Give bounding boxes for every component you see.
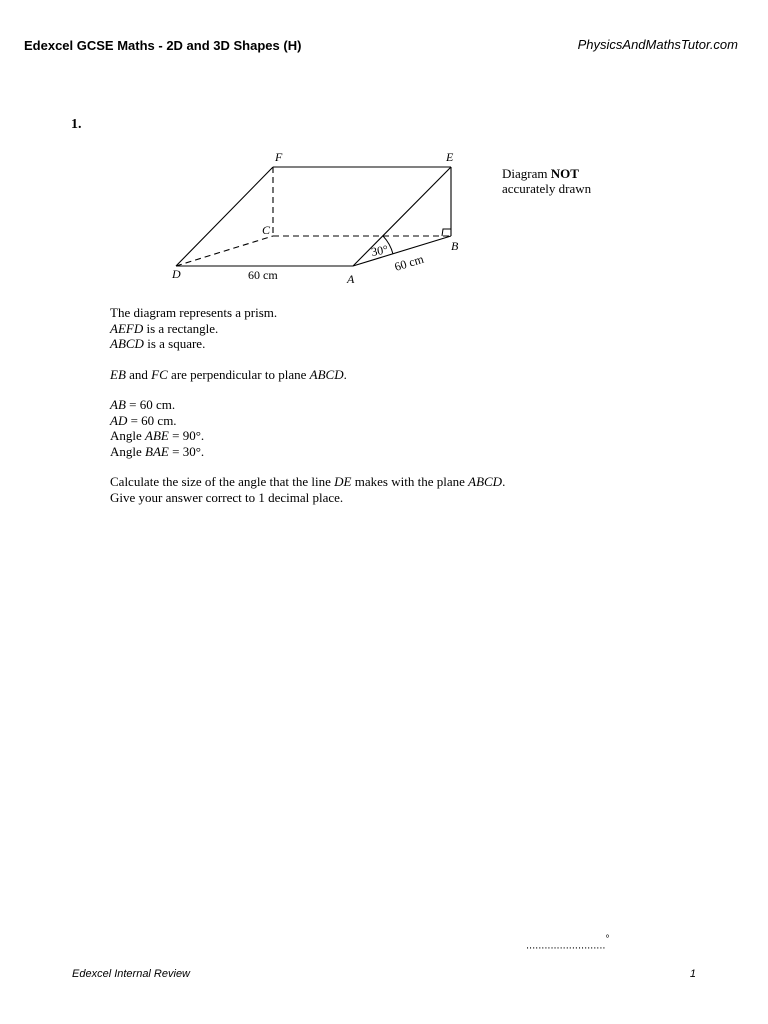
text-line [110, 428, 670, 444]
document-title: Edexcel GCSE Maths - 2D and 3D Shapes (H) [24, 38, 302, 53]
text-run: . [343, 366, 347, 382]
question-number: 1. [71, 117, 82, 132]
page-number: 1 [689, 968, 696, 980]
text-line: The diagram represents a prism. [110, 305, 278, 320]
paragraph-shapes [110, 305, 670, 352]
right-angle-marker [442, 229, 451, 236]
answer-dots: .......................... [526, 939, 606, 952]
math-term: AB [110, 397, 126, 412]
length-da: 60 cm [248, 268, 278, 282]
paragraph-given [110, 397, 670, 459]
question-text [110, 305, 670, 520]
math-term: EB [110, 366, 126, 382]
text-run: Angle [110, 443, 146, 459]
text-line [110, 413, 670, 429]
note-emphasis: NOT [550, 166, 579, 181]
math-term: BAE [145, 443, 169, 459]
math-term: ABCD [468, 474, 503, 489]
text-line [110, 474, 670, 490]
math-term: FC [151, 366, 168, 382]
label-b: B [451, 239, 459, 253]
note-text: Diagram [502, 166, 551, 181]
note-text-2: accurately drawn [502, 181, 592, 196]
text-run: Angle [110, 428, 146, 443]
label-d: D [172, 267, 181, 281]
angle-label: 30° [370, 242, 390, 259]
text-line [110, 336, 670, 352]
math-term: ABE [145, 428, 169, 443]
prism-diagram [0, 140, 768, 290]
math-term: AEFD [110, 320, 144, 336]
text-line: Give your answer correct to 1 decimal place. [110, 489, 344, 505]
answer-line [526, 936, 609, 952]
length-ab: 60 cm [392, 251, 426, 274]
text-run: and [125, 366, 152, 382]
text-line [110, 397, 670, 413]
text-line [110, 321, 670, 337]
paragraph-task [110, 474, 670, 505]
text-run: are perpendicular to plane [167, 366, 310, 382]
text-line [110, 444, 670, 460]
math-term: ABCD [309, 366, 344, 382]
label-f: F [275, 150, 283, 164]
paragraph-perpendicular [110, 367, 670, 383]
text-run: = 60 cm. [127, 412, 177, 428]
text-run: = 30°. [168, 443, 205, 459]
text-line [110, 367, 670, 383]
math-term: AD [110, 412, 128, 428]
text-run: is a rectangle. [143, 320, 219, 336]
label-a: A [347, 272, 355, 286]
text-run: . [502, 474, 506, 489]
label-c: C [262, 223, 271, 237]
text-run: = 90°. [168, 428, 205, 443]
text-run: makes with the plane [351, 474, 469, 489]
footer-source: Edexcel Internal Review [72, 968, 191, 980]
text-run: Calculate the size of the angle that the line [110, 474, 335, 489]
degree-symbol: ° [605, 934, 610, 945]
text-run: is a square. [143, 336, 206, 351]
math-term: DE [334, 474, 352, 489]
label-e: E [446, 150, 454, 164]
source-site: PhysicsAndMathsTutor.com [577, 37, 738, 52]
diagram-note [502, 166, 591, 196]
math-term: ABCD [110, 336, 144, 351]
text-run: = 60 cm. [125, 397, 176, 412]
